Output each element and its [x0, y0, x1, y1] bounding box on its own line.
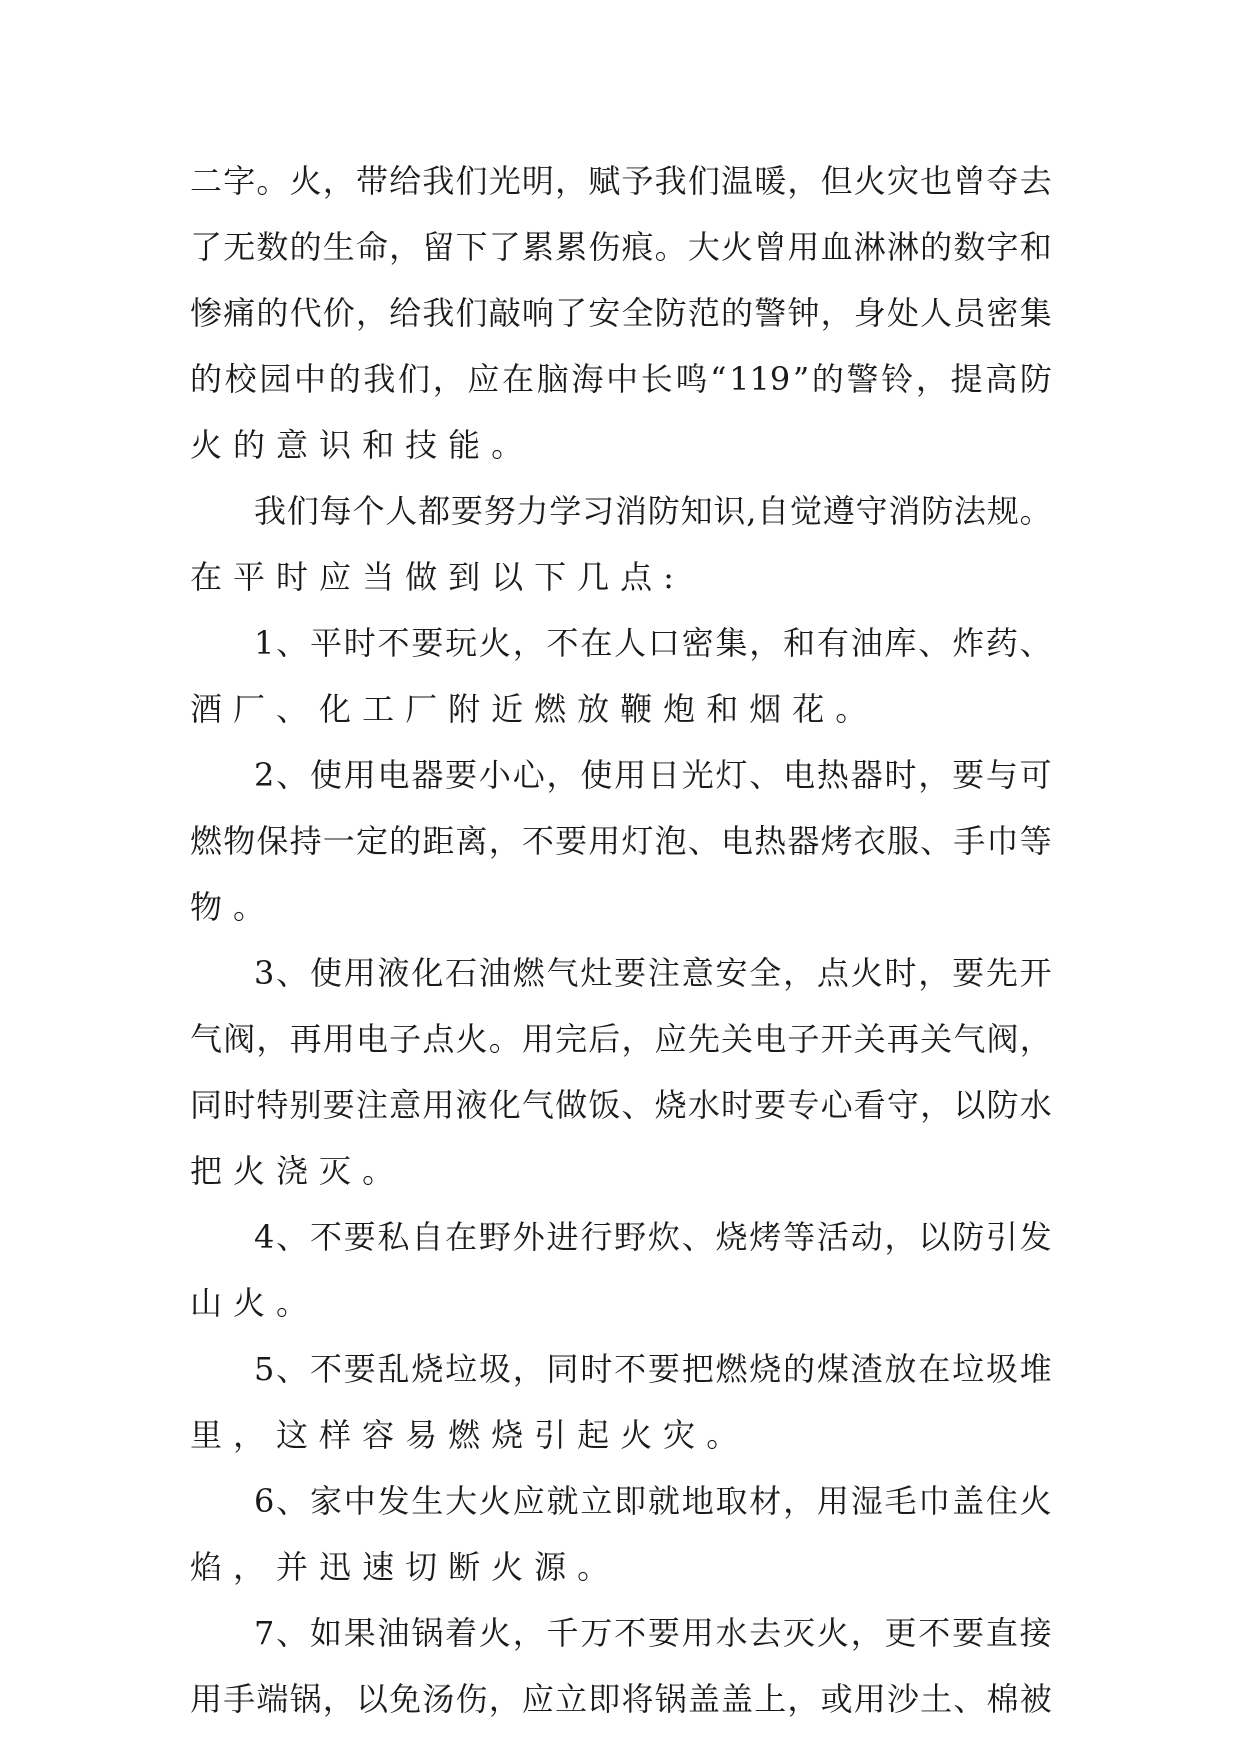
text-line: 燃 物 保 持 一 定 的 距 离 ， 不 要 用 灯 泡 、 电 热 器 烤 衣 服 、 手 巾 等 — [190, 822, 1052, 860]
text-line: 气 阀 ， 再 用 电 子 点 火 。 用 完 后 ， 应 先 关 电 子 开 关 再 关 气 阀 ， — [190, 1020, 1052, 1058]
text-line: 6 、 家 中 发 生 大 火 应 就 立 即 就 地 取 材 ， 用 湿 毛 巾 盖 住 火 — [254, 1482, 1052, 1520]
text-line: 了 无 数 的 生 命 ， 留 下 了 累 累 伤 痕 。 大 火 曾 用 血 淋 淋 的 数 字 和 — [190, 228, 1052, 266]
text-line: 火 的 意 识 和 技 能 。 — [190, 426, 535, 464]
body-text — [190, 148, 1052, 1732]
text-line: 物 。 — [190, 888, 277, 926]
text-line: 5 、 不 要 乱 烧 垃 圾 ， 同 时 不 要 把 燃 烧 的 煤 渣 放 在 垃 圾 堆 — [254, 1350, 1052, 1388]
text-line: 用 手 端 锅 ， 以 免 汤 伤 ， 应 立 即 将 锅 盖 盖 上 ， 或 用 沙 土 、 棉 被 — [190, 1680, 1052, 1718]
text-line: 在 平 时 应 当 做 到 以 下 几 点 : — [190, 558, 685, 596]
text-line: 1 、 平 时 不 要 玩 火 ， 不 在 人 口 密 集 ， 和 有 油 库 、 炸 药 、 — [254, 624, 1052, 662]
text-line: 4 、 不 要 私 自 在 野 外 进 行 野 炊 、 烧 烤 等 活 动 ， 以 防 引 发 — [254, 1218, 1052, 1256]
text-line: 惨 痛 的 代 价 ， 给 我 们 敲 响 了 安 全 防 范 的 警 钟 ， 身 处 人 员 密 集 — [190, 294, 1052, 332]
text-line: 山 火 。 — [190, 1284, 320, 1322]
text-line: 同 时 特 别 要 注 意 用 液 化 气 做 饭 、 烧 水 时 要 专 心 看 守 ， 以 防 水 — [190, 1086, 1052, 1124]
text-line: 7 、 如 果 油 锅 着 火 ， 千 万 不 要 用 水 去 灭 火 ， 更 不 要 直 接 — [254, 1614, 1052, 1652]
text-line: 把 火 浇 灭 。 — [190, 1152, 406, 1190]
text-line: 酒 厂 、 化 工 厂 附 近 燃 放 鞭 炮 和 烟 花 。 — [190, 690, 879, 728]
text-line: 我 们 每 个 人 都 要 努 力 学 习 消 防 知 识 , 自 觉 遵 守 消 防 法 规 。 — [254, 492, 1052, 530]
text-line: 里 ， 这 样 容 易 燃 烧 引 起 火 灾 。 — [190, 1416, 750, 1454]
text-line: 3 、 使 用 液 化 石 油 燃 气 灶 要 注 意 安 全 ， 点 火 时 ， 要 先 开 — [254, 954, 1052, 992]
text-line: 的 校 园 中 的 我 们 ， 应 在 脑 海 中 长 鸣 “ 119 ” 的 警 铃 ， 提 高 防 — [190, 360, 1052, 398]
text-line: 二 字 。 火 ， 带 给 我 们 光 明 ， 赋 予 我 们 温 暖 ， 但 火 灾 也 曾 夺 去 — [190, 162, 1052, 200]
text-line: 焰 ， 并 迅 速 切 断 火 源 。 — [190, 1548, 621, 1586]
text-line: 2 、 使 用 电 器 要 小 心 ， 使 用 日 光 灯 、 电 热 器 时 ， 要 与 可 — [254, 756, 1052, 794]
